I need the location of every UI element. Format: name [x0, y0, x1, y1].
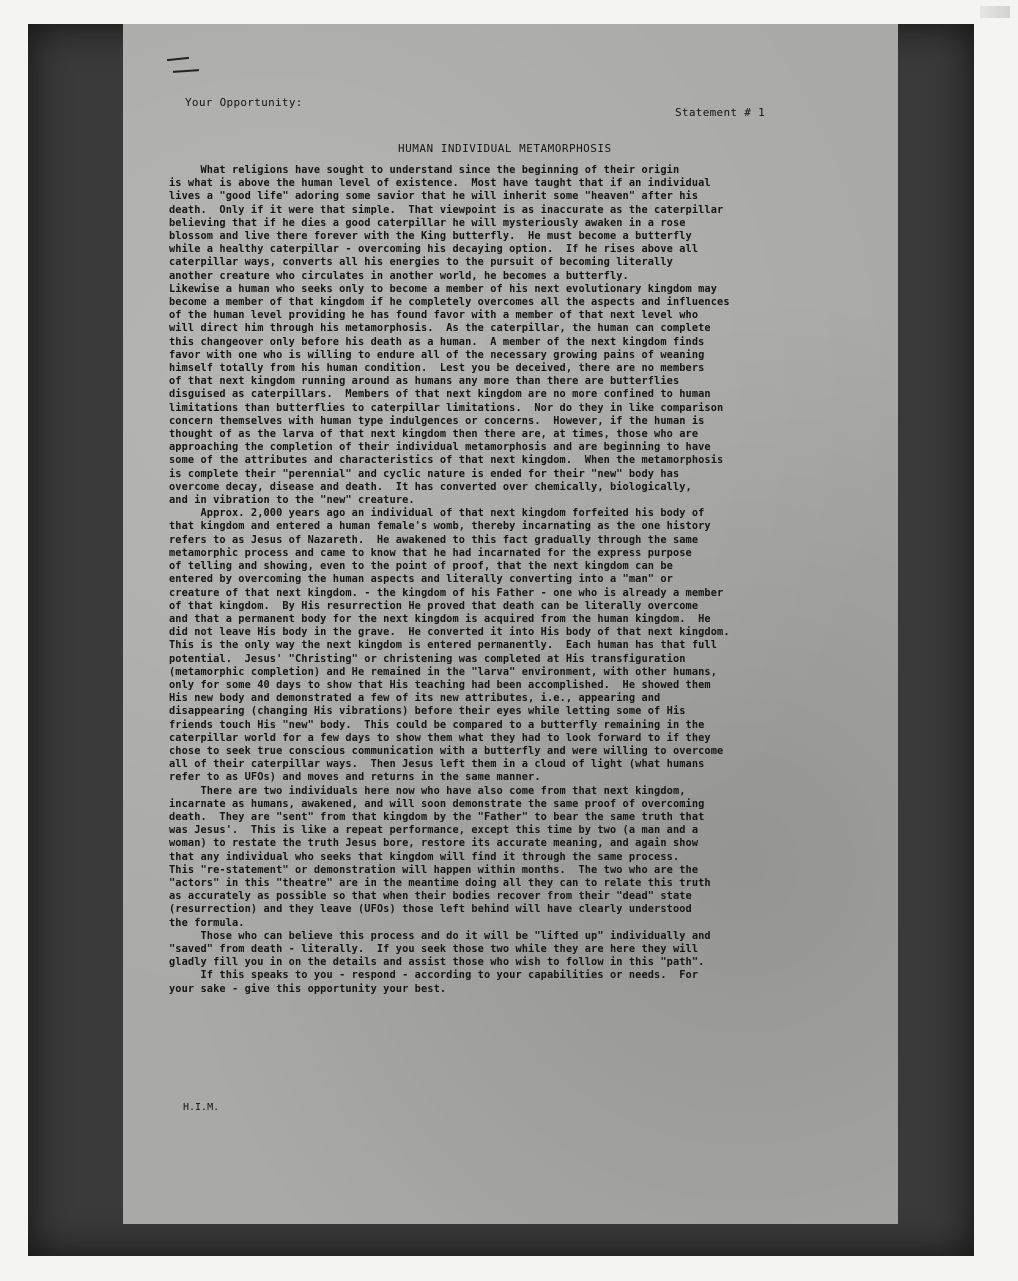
document-sheet [123, 24, 898, 1224]
body-line: caterpillar ways, converts all his energies to the pursuit of becoming literally [169, 256, 673, 269]
body-line: creature of that next kingdom. - the kingdom of his Father - one who is already a member [169, 586, 724, 599]
body-line: "saved" from death - literally. If you seek those two while they are here they will [169, 942, 699, 955]
body-line: (resurrection) and they leave (UFOs) those left behind will have clearly understood [169, 903, 692, 916]
body-line: potential. Jesus' "Christing" or christening was completed at His transfiguration [169, 652, 686, 665]
body-line: all of their caterpillar ways. Then Jesus left them in a cloud of light (what humans [169, 758, 705, 771]
body-line: Likewise a human who seeks only to become a member of his next evolutionary kingdom may [169, 282, 718, 295]
body-line: entered by overcoming the human aspects and literally converting into a "man" or [169, 573, 673, 586]
body-line: Approx. 2,000 years ago an individual of that next kingdom forfeited his body of [169, 507, 705, 520]
body-line: another creature who circulates in another world, he becomes a butterfly. [169, 269, 629, 282]
body-line: of telling and showing, even to the point of proof, that the next kingdom can be [169, 560, 673, 573]
body-line: your sake - give this opportunity your best. [169, 982, 447, 995]
body-line: while a healthy caterpillar - overcoming his decaying option. If he rises above all [169, 243, 699, 256]
document-title: HUMAN INDIVIDUAL METAMORPHOSIS [398, 142, 612, 155]
body-line: disguised as caterpillars. Members of that next kingdom are no more confined to human [169, 388, 711, 401]
body-line: was Jesus'. This is like a repeat performance, except this time by two (a man and a [169, 824, 699, 837]
body-line: What religions have sought to understand since the beginning of their origin [169, 164, 680, 176]
body-line: Those who can believe this process and do it will be "lifted up" individually and [169, 929, 711, 942]
body-line: gladly fill you in on the details and assist those who wish to follow in this "path". [169, 956, 705, 969]
body-line: This "re-statement" or demonstration will happen within months. The two who are the [169, 863, 699, 876]
body-line: His new body and demonstrated a few of its new attributes, i.e., appearing and [169, 692, 661, 705]
body-line: chose to seek true conscious communication with a butterfly and were willing to overcome [169, 744, 724, 757]
body-line: woman) to restate the truth Jesus bore, restore its accurate meaning, and again show [169, 837, 699, 850]
body-line: of that kingdom. By His resurrection He proved that death can be literally overcome [169, 599, 699, 612]
body-line: only for some 40 days to show that His teaching had been accomplished. He showed them [169, 678, 711, 691]
body-line: incarnate as humans, awakened, and will soon demonstrate the same proof of overcoming [169, 797, 705, 810]
body-line: If this speaks to you - respond - according to your capabilities or needs. For [169, 969, 699, 982]
body-line: as accurately as possible so that when their bodies recover from their "dead" state [169, 890, 692, 903]
body-line: metamorphic process and came to know that he had incarnated for the express purpose [169, 546, 692, 559]
body-line: of that next kingdom running around as humans any more than there are butterflies [169, 375, 680, 388]
body-line: is what is above the human level of existence. Most have taught that if an individual [169, 177, 711, 190]
body-line: favor with one who is willing to endure all of the necessary growing pains of weaning [169, 348, 705, 361]
body-line: approaching the completion of their individual metamorphosis and are beginning to have [169, 441, 711, 454]
body-line: and that a permanent body for the next kingdom is acquired from the human kingdom. He [169, 612, 711, 625]
body-line: disappearing (changing His vibrations) before their eyes while letting some of His [169, 705, 686, 718]
body-line: death. Only if it were that simple. That viewpoint is as inaccurate as the caterpillar [169, 203, 724, 216]
body-line: and in vibration to the "new" creature. [169, 494, 415, 507]
body-line: blossom and live there forever with the King butterfly. He must become a butterfly [169, 230, 692, 243]
body-line: friends touch His "new" body. This could be compared to a butterfly remaining in the [169, 718, 705, 731]
body-line: the formula. [169, 916, 245, 929]
body-line: this changeover only before his death as a human. A member of the next kingdom finds [169, 335, 705, 348]
body-line: that kingdom and entered a human female's womb, thereby incarnating as the one history [169, 520, 711, 533]
signature-initials: H.I.M. [183, 1102, 220, 1113]
document-body [169, 164, 889, 996]
body-line: overcome decay, disease and death. It has converted over chemically, biologically, [169, 480, 692, 493]
body-line: There are two individuals here now who have also come from that next kingdom, [169, 784, 686, 797]
body-line: refer to as UFOs) and moves and returns in the same manner. [169, 771, 541, 784]
body-line: himself totally from his human condition. Lest you be deceived, there are no members [169, 362, 705, 375]
body-line: (metamorphic completion) and He remained in the "larva" environment, with other humans, [169, 665, 718, 678]
body-line: This is the only way the next kingdom is entered permanently. Each human has that full [169, 639, 718, 652]
body-line: become a member of that kingdom if he completely overcomes all the aspects and influences [169, 296, 730, 309]
header-statement-number: Statement # 1 [675, 106, 765, 119]
body-line: death. They are "sent" from that kingdom by the "Father" to bear the same truth that [169, 810, 705, 823]
body-line: is complete their "perennial" and cyclic nature is ended for their "new" body has [169, 467, 680, 480]
handwritten-marks [163, 52, 203, 82]
body-line: thought of as the larva of that next kingdom then there are, at times, those who are [169, 428, 699, 441]
body-line: "actors" in this "theatre" are in the meantime doing all they can to relate this truth [169, 876, 711, 889]
body-line: lives a "good life" adoring some savior that he will inherit some "heaven" after his [169, 190, 699, 203]
body-line: some of the attributes and characteristics of that next kingdom. When the metamorphosis [169, 454, 724, 467]
body-line: did not leave His body in the grave. He converted it into His body of that next kingdom. [169, 626, 730, 639]
header-opportunity: Your Opportunity: [185, 96, 303, 109]
body-line: believing that if he dies a good caterpillar he will mysteriously awaken in a rose [169, 216, 686, 229]
scanned-page-background [28, 24, 974, 1256]
body-line: of the human level providing he has found favor with a member of that next level who [169, 309, 699, 322]
body-line: will direct him through his metamorphosis. As the caterpillar, the human can complete [169, 322, 711, 335]
body-line: refers to as Jesus of Nazareth. He awakened to this fact gradually through the same [169, 533, 699, 546]
body-line: concern themselves with human type indulgences or concerns. However, if the human is [169, 414, 705, 427]
body-line: limitations than butterflies to caterpillar limitations. Nor do they in like comparison [169, 401, 724, 414]
body-line: that any individual who seeks that kingdom will find it through the same process. [169, 850, 680, 863]
scan-corner-artifact [980, 6, 1010, 18]
body-line: caterpillar world for a few days to show them what they had to look forward to if they [169, 731, 711, 744]
